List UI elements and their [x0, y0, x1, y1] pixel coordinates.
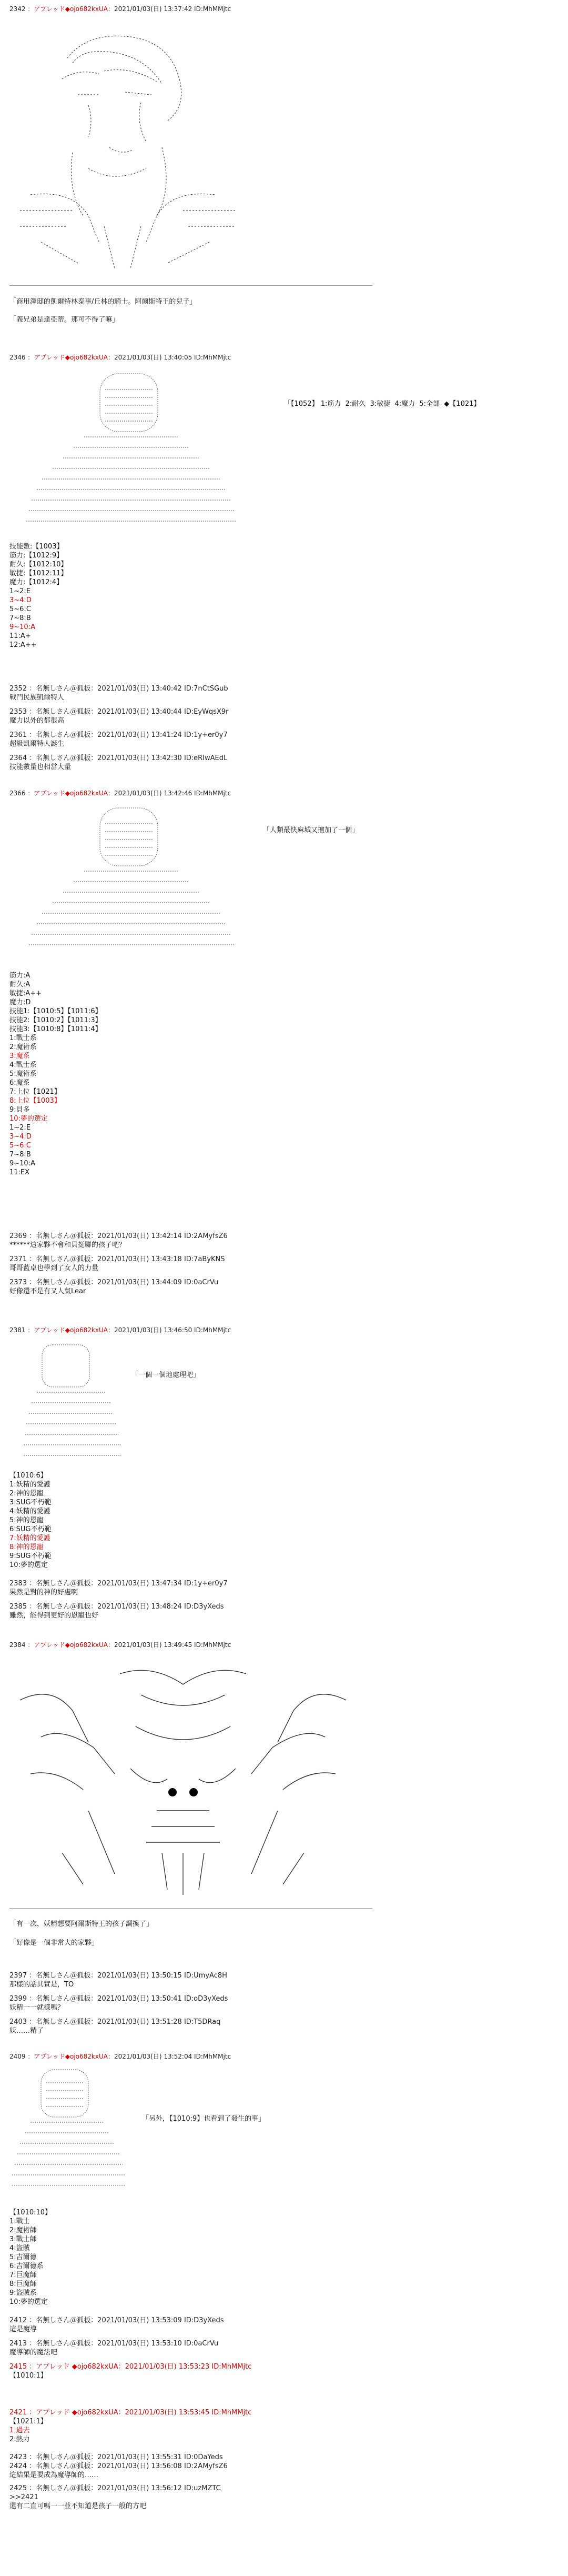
reply-header: 2369 ：名無しさん＠狐板：2021/01/03(日) 13:42:14 ID:2AMyfsZ6 [9, 1232, 228, 1240]
stat-line: 2:魔術系 [9, 1043, 37, 1051]
ascii-art-figure [21, 368, 242, 526]
reply-header: 2371 ：名無しさん＠狐板：2021/01/03(日) 13:43:18 ID:7aByKNS [9, 1255, 225, 1263]
reply-header: 2403 ：名無しさん＠狐板：2021/01/03(日) 13:51:28 ID:T5DRaq [9, 2018, 221, 2026]
post-line: 【1021:1】 [9, 2418, 47, 2425]
stat-line: 3:魔系 [9, 1052, 30, 1060]
post-2421 [9, 2408, 251, 2444]
stat-block [9, 1471, 52, 1570]
post-line: 「好像是一個非常大的家夥」 [9, 1939, 99, 1947]
reply-list [9, 1579, 228, 1620]
stat-line: 1~2:E [9, 587, 31, 595]
stat-line: 10:夢的選定 [9, 1115, 48, 1123]
post-line: 2:熱力 [9, 2435, 30, 2443]
stat-line: 魔力:【1012:4】 [9, 578, 64, 586]
ascii-art-face [9, 16, 241, 279]
stat-line: 9:盜賊系 [9, 2289, 37, 2297]
stat-line: 8:上位【1003】 [9, 1097, 61, 1105]
reply-text: 超級凱爾特人誕生 [9, 740, 65, 748]
reply-text: 那樣的話其實是，TO [9, 1981, 74, 1989]
reply-text: ******這家夥不會和貝挺聯的孩子吧？ [9, 1241, 126, 1249]
stat-line: 4:盜賊 [9, 2244, 30, 2252]
post-line: 「有一次，妖精想要阿爾斯特王的孩子調換了」 [9, 1920, 154, 1928]
post-line: 「義兄弟是達亞蒂。那可不得了嘛」 [9, 316, 119, 324]
stat-line: 11:EX [9, 1169, 30, 1176]
reply-text: 雖然，能得到更好的恩寵也好 [9, 1612, 99, 1620]
post-line: 1:過去 [9, 2427, 30, 2434]
stat-line: 10:夢的選定 [9, 2298, 48, 2306]
post-number: 2381 [9, 1326, 26, 1334]
poster-trip: ◆ojo682kxUA [65, 354, 108, 361]
reply-header: 2424 ：名無しさん＠狐板：2021/01/03(日) 13:56:08 ID:2AMyfsZ6 [9, 2462, 228, 2470]
stat-line: 7:妖精的愛護 [9, 1534, 50, 1542]
dialogue-quote: 「另外，【1010:9】也看到了發生的事」 [142, 2115, 266, 2123]
poster-name[interactable]: ：アプレッド [27, 354, 65, 361]
poster-trip: ◆ojo682kxUA [65, 2053, 108, 2060]
post-date: ：2021/01/03(日) 13:37:42 ID:MhMMjtc [107, 5, 231, 13]
reply-text: 果然是對的神的好處啊 [9, 1589, 78, 1596]
stat-line: 5~6:C [9, 1142, 31, 1150]
reply-list [9, 684, 228, 772]
post-header [9, 2053, 231, 2061]
stat-line: 技能2:【1010:2】【1011:3】 [9, 1016, 102, 1024]
stat-line: 3~4:D [9, 596, 32, 604]
post-number: 2366 [9, 790, 26, 797]
stat-line: 3~4:D [9, 1133, 32, 1141]
poster-name[interactable]: ：アプレッド [27, 2053, 65, 2060]
stat-line: 11:A+ [9, 632, 31, 640]
post-date: ：2021/01/03(日) 13:40:05 ID:MhMMjtc [107, 354, 231, 361]
poster-name[interactable]: ：アプレッド [27, 5, 65, 13]
post-header [9, 5, 231, 13]
post-header [9, 1326, 231, 1334]
stat-line: 6:SUG不朽範 [9, 1525, 52, 1533]
post-number: 2342 [9, 5, 26, 13]
reply-header: 2423 ：名無しさん＠狐板：2021/01/03(日) 13:55:31 ID:0DaYeds [9, 2453, 223, 2461]
reply-header: 2353 ：名無しさん＠狐板：2021/01/03(日) 13:40:44 ID:EyWqsX9r [9, 708, 229, 716]
stat-line: 敏捷:A++ [9, 990, 42, 997]
reply-header: 2364 ：名無しさん＠狐板：2021/01/03(日) 13:42:30 ID:eRIwAEdL [9, 754, 228, 762]
stat-line: 技能3:【1010:8】【1011:4】 [9, 1025, 102, 1033]
reply-text: 戰鬥民族凱爾特人 [9, 694, 65, 702]
stat-line: 9~10:A [9, 1160, 35, 1167]
poster-trip: ◆ojo682kxUA [65, 1326, 108, 1334]
reply-text: 這結果是要成為魔導師的…… [9, 2471, 99, 2479]
post-number: 2409 [9, 2053, 26, 2060]
poster-name[interactable]: ：アプレッド [27, 1641, 65, 1649]
stat-line: 5:魔術系 [9, 1070, 37, 1078]
ascii-art-figure [21, 1340, 126, 1466]
post-header: 2421 ：アプレッド ◆ojo682kxUA：2021/01/03(日) 13:53:45 ID:MhMMjtc [9, 2409, 252, 2417]
ascii-art-creature [9, 1653, 357, 1900]
reply-header: 2361 ：名無しさん＠狐板：2021/01/03(日) 13:41:24 ID:1y+er0y7 [9, 731, 228, 739]
reply-header: 2383 ：名無しさん＠狐板：2021/01/03(日) 13:47:34 ID:1y+er0y7 [9, 1580, 228, 1587]
poster-trip: ◆ojo682kxUA [65, 5, 108, 13]
stat-line: 7~8:B [9, 614, 31, 622]
stat-line: 7~8:B [9, 1151, 31, 1159]
reply-text: 這是魔導 [9, 2325, 37, 2333]
reply-text: 哥哥藍卓也學到了女人的力量 [9, 1264, 99, 1272]
stat-line: 筋力:【1012:9】 [9, 552, 64, 560]
stat-line: 5:吉爾德 [9, 2253, 37, 2261]
stat-block [9, 971, 102, 1177]
stat-line: 5:神的恩寵 [9, 1516, 44, 1524]
stat-line: 1:妖精的愛護 [9, 1481, 50, 1489]
post-number: 2384 [9, 1641, 26, 1649]
poster-name[interactable]: ：アプレッド [27, 790, 65, 797]
reply-text: 妖精一一就樣嗎？ [9, 2004, 65, 2012]
post-date: ：2021/01/03(日) 13:52:04 ID:MhMMjtc [107, 2053, 231, 2060]
post-header [9, 354, 231, 362]
reply-list [9, 1971, 228, 2035]
reply-header: 2415 ：アプレッド ◆ojo682kxUA：2021/01/03(日) 13:53:23 ID:MhMMjtc [9, 2363, 252, 2371]
stat-line: 耐久:【1012:10】 [9, 561, 68, 568]
stat-line: 9:貝多 [9, 1106, 30, 1114]
reply-header: 2352 ：名無しさん＠狐板：2021/01/03(日) 13:40:42 ID:7nCtSGub [9, 685, 228, 693]
post-number: 2346 [9, 354, 26, 361]
reply-header: 2373 ：名無しさん＠狐板：2021/01/03(日) 13:44:09 ID:0aCrVu [9, 1279, 219, 1286]
reply-header: 2385 ：名無しさん＠狐板：2021/01/03(日) 13:48:24 ID:D3yXeds [9, 1603, 224, 1611]
reply-list [9, 1232, 228, 1296]
stat-line: 8:巨魔師 [9, 2280, 37, 2288]
stat-line: 9~10:A [9, 623, 35, 631]
stat-line: 耐久:A [9, 981, 31, 989]
stat-line: 4:妖精的愛護 [9, 1507, 50, 1515]
stat-line: 8:神的恩寵 [9, 1543, 44, 1551]
stat-line: 1:戰士系 [9, 1034, 37, 1042]
stat-block [9, 2208, 52, 2307]
reply-text: 好像還不是有又人氣Lear [9, 1287, 86, 1295]
stat-line: 魔力:D [9, 999, 31, 1006]
stat-block [9, 542, 67, 650]
poster-trip: ◆ojo682kxUA [65, 790, 108, 797]
reply-header: 2399 ：名無しさん＠狐板：2021/01/03(日) 13:50:41 ID:oD3yXeds [9, 1995, 228, 2003]
reply-text: 技能數量也相當大量 [9, 763, 72, 771]
post-header [9, 1641, 231, 1649]
reply-header: 2412 ：名無しさん＠狐板：2021/01/03(日) 13:53:09 ID:D3yXeds [9, 2317, 224, 2324]
reply-header: 2425 ：名無しさん＠狐板：2021/01/03(日) 13:56:12 ID:uzMZTC [9, 2484, 221, 2492]
stat-line: 2:神的恩寵 [9, 1490, 44, 1497]
stat-line: 【1010:10】 [9, 2209, 52, 2216]
post-date: ：2021/01/03(日) 13:49:45 ID:MhMMjtc [107, 1641, 231, 1649]
poster-name[interactable]: ：アプレッド [27, 1326, 65, 1334]
stat-line: 5~6:C [9, 605, 31, 613]
ascii-art-figure [9, 2064, 130, 2196]
post-line: 「商用澤邸的凱爾特林泰事/丘林的騎士。阿爾斯特王的兒子」 [9, 298, 197, 306]
reply-list [9, 2316, 251, 2380]
stat-line: 1:戰士 [9, 2218, 30, 2225]
stat-line: 筋力:A [9, 972, 31, 980]
divider [9, 285, 372, 286]
reply-text: 魔導師的魔法吧 [9, 2349, 58, 2357]
divider [9, 1908, 372, 1909]
stat-line: 6:吉爾德系 [9, 2262, 44, 2270]
stat-line: 7:巨魔師 [9, 2271, 37, 2279]
stat-line: 敏捷:【1012:11】 [9, 570, 68, 577]
stat-line: 【1010:6】 [9, 1472, 47, 1480]
stat-line: 10:夢的選定 [9, 1561, 48, 1569]
stat-line: 技能數:【1003】 [9, 543, 64, 551]
post-date: ：2021/01/03(日) 13:42:46 ID:MhMMjtc [107, 790, 231, 797]
reply-text: >>2421 還有二直可嗎一一並不知道是孩子一般的方吧 [9, 2493, 147, 2510]
ascii-art-figure [21, 803, 242, 961]
reply-text: 魔力以外的都很高 [9, 717, 65, 725]
stat-line: 3:SUG不朽範 [9, 1499, 52, 1506]
stat-line: 技能1:【1010:5】【1011:6】 [9, 1007, 102, 1015]
reply-text: 【1010:1】 [9, 2372, 47, 2380]
reply-text: 妖……精了 [9, 2027, 44, 2035]
dialogue-quote: 「人類最快麻城又擅加了一個」 [263, 826, 359, 834]
stat-line: 9:SUG不朽範 [9, 1552, 52, 1560]
dialogue-quote: 「一個一個地處理吧」 [131, 1371, 200, 1379]
stat-line: 4:戰士系 [9, 1061, 37, 1069]
stat-line: 12:A++ [9, 641, 37, 649]
reply-header: 2397 ：名無しさん＠狐板：2021/01/03(日) 13:50:15 ID:UmyAc8H [9, 1972, 227, 1980]
stat-line: 2:魔術師 [9, 2226, 37, 2234]
post-date: ：2021/01/03(日) 13:46:50 ID:MhMMjtc [107, 1326, 231, 1334]
post-header [9, 790, 231, 797]
dialogue-quote: 「【1052】 1:筋力 2:耐久 3:敏捷 4:魔力 5:全部 ◆【1021】 [284, 400, 481, 408]
stat-line: 3:戰士師 [9, 2235, 37, 2243]
stat-line: 7:上位【1021】 [9, 1088, 61, 1096]
reply-list [9, 2453, 228, 2511]
reply-header: 2413 ：名無しさん＠狐板：2021/01/03(日) 13:53:10 ID:0aCrVu [9, 2340, 219, 2348]
stat-line: 1~2:E [9, 1124, 31, 1132]
stat-line: 6:魔系 [9, 1079, 30, 1087]
poster-trip: ◆ojo682kxUA [65, 1641, 108, 1649]
